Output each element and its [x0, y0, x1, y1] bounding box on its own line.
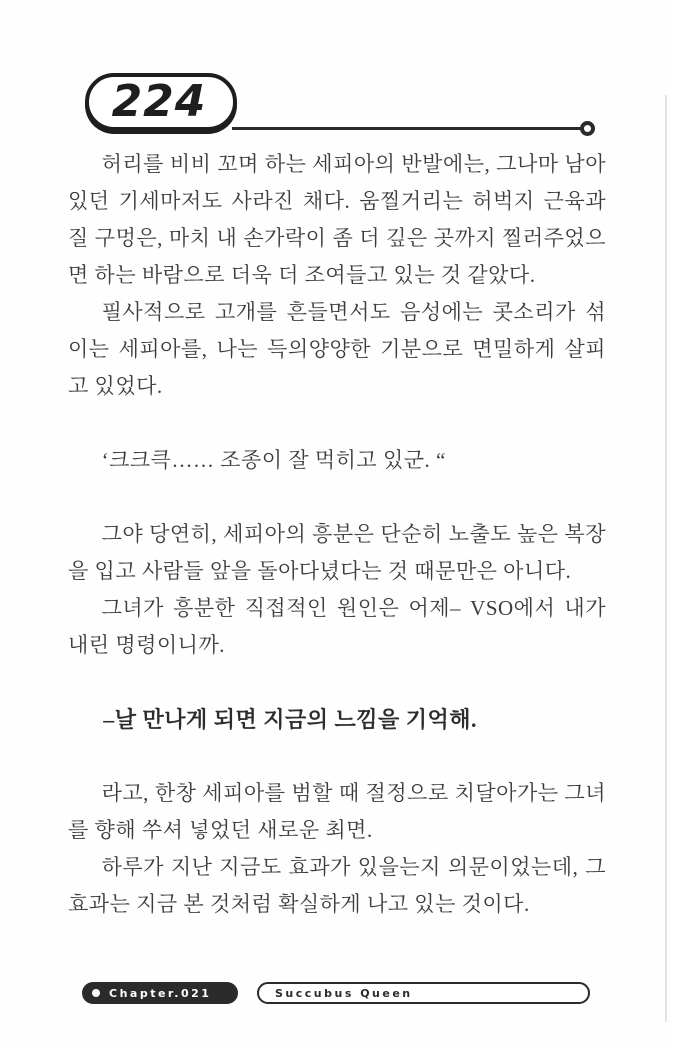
chapter-badge	[82, 982, 238, 1004]
page-body-text	[68, 146, 606, 923]
chapter-label: Chapter.021	[109, 986, 212, 1000]
header-rule	[232, 127, 582, 130]
paragraph: 그야 당연히, 세피아의 흥분은 단순히 노출도 높은 복장을 입고 사람들 앞을 돌아다녔다는 것 때문만은 아니다.	[68, 522, 606, 583]
inner-monologue-quote: ‘크크큭…… 조종이 잘 먹히고 있군. “	[101, 448, 446, 472]
page-scan-edge	[665, 95, 667, 1022]
book-title: Succubus Queen	[275, 986, 413, 1000]
book-title-badge	[257, 982, 590, 1004]
paragraph: 허리를 비비 꼬며 하는 세피아의 반발에는, 그나마 남아 있던 기세마저도 사라진 채다. 움찔거리는 허벅지 근육과 질 구멍은, 마치 내 손가락이 좀 더 깊은 곳까지 찔러주었으면 하는 바람으로 더욱 더 조여들고 있는 것 같았다.	[68, 152, 606, 287]
header-rule-end-ring-icon	[580, 121, 595, 136]
page-number: 224	[111, 76, 207, 127]
page-number-badge	[85, 73, 237, 131]
paragraph: 필사적으로 고개를 흔들면서도 음성에는 콧소리가 섞이는 세피아를, 나는 득의양양한 기분으로 면밀하게 살피고 있었다.	[68, 300, 606, 398]
bullet-dot-icon	[92, 989, 100, 997]
hypnosis-command-line: –날 만나게 되면 지금의 느낌을 기억해.	[103, 707, 477, 732]
paragraph: 라고, 한창 세피아를 범할 때 절정으로 치달아가는 그녀를 향해 쑤셔 넣었던 새로운 최면.	[68, 781, 606, 842]
paragraph: 그녀가 흥분한 직접적인 원인은 어제– VSO에서 내가 내린 명령이니까.	[68, 596, 606, 657]
paragraph: 하루가 지난 지금도 효과가 있을는지 의문이었는데, 그 효과는 지금 본 것처럼 확실하게 나고 있는 것이다.	[68, 855, 606, 916]
